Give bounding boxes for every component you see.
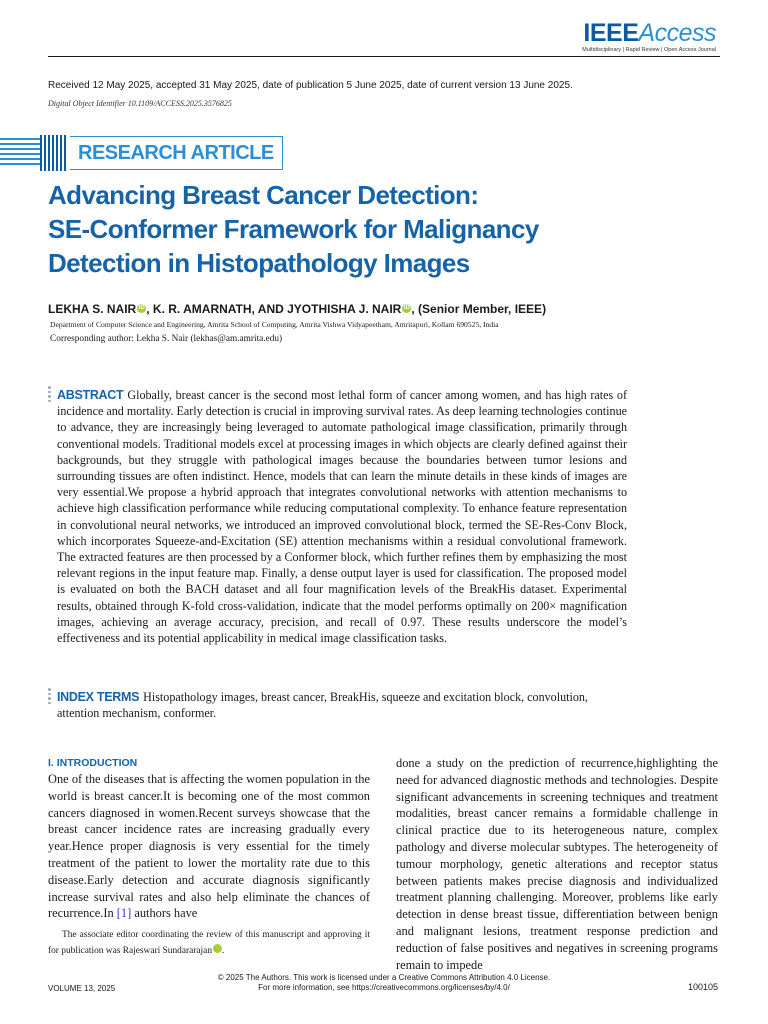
article-title — [48, 178, 608, 280]
banner-lines-decoration — [0, 138, 40, 168]
intro-left-column — [48, 771, 370, 922]
header-divider — [48, 56, 720, 57]
author-lekha-nair: LEKHA S. NAIR — [48, 302, 137, 316]
index-terms-paragraph — [57, 689, 627, 721]
journal-brand — [582, 20, 716, 53]
ieee-access-logo: IEEEAccess — [583, 19, 716, 47]
intro-left-tail: authors have — [131, 906, 198, 921]
title-line-1: Advancing Breast Cancer Detection: — [48, 180, 479, 210]
article-type-label: RESEARCH ARTICLE — [78, 141, 274, 164]
abstract-text: Globally, breast cancer is the second most lethal form of cancer among women, and has high rates of incidence and mortality. Early detection is crucial in improving survival rates. As deep learning technologies continue to advance, they are increasingly being leveraged to automate pathological image classification, primarily through conventional models. Traditional models excel at processing images in which objects are clearly defined against their backgrounds, but they struggle with pathological images because the boundaries between tumor lesions and surrounding tissues are often indistinct. Hence, models that can learn the minute details in these kinds of images are very essential.We propose a hybrid approach that integrates convolutional networks with attention mechanisms to achieve high classification performance while reducing computational complexity. To enhance feature representation in convolutional neural networks, we introduced an improved convolutional block, termed the SE-Res-Conv Block, which incorporates Squeeze-and-Excitation (SE) attention mechanisms within a residual convolutional framework. The extracted features are then processed by a Conformer block, which further refines them by emphasizing the most relevant regions in the input feature map. Finally, a dense output layer is used for classification. The proposed model is evaluated on both the BACH dataset and all four magnification levels of the BreakHis dataset. Experimental results, obtained through K-fold cross-validation, indicate that the model performs optimally on 200× magnification images, achieving an average accuracy, precision, and recall of 0.97. These results underscore the model’s effectiveness and its potential applicability in medical image classification tasks. — [57, 388, 627, 646]
index-terms-text: Histopathology images, breast cancer, BreakHis, squeeze and excitation block, convolution, attention mechanism, conformer. — [57, 690, 588, 721]
abstract-paragraph — [57, 387, 627, 646]
research-article-banner — [70, 136, 283, 170]
author-names-continued: , K. R. AMARNATH, AND JYOTHISHA J. NAIR — [146, 302, 402, 316]
editor-footnote: The associate editor coordinating the review of this manuscript and approving it for publication was Rajeswari Sundararajan iD. — [48, 930, 370, 956]
page-number: 100105 — [687, 982, 718, 992]
banner-bars-decoration — [40, 135, 66, 171]
license-notice — [0, 973, 768, 993]
journal-tagline: Multidisciplinary | Rapid Review | Open Access Journal — [582, 47, 716, 53]
volume-label: VOLUME 13, 2025 — [48, 984, 116, 993]
index-dots-decoration — [48, 688, 52, 706]
index-terms-label: INDEX TERMS — [57, 690, 140, 704]
section-heading-introduction: I. INTRODUCTION — [48, 757, 138, 769]
orcid-icon[interactable]: iD — [138, 305, 145, 311]
intro-left-text: One of the diseases that is affecting the women population in the world is breast cancer.It is becoming one of the most common cancers diagnosed in women.Recent surveys showcase that the breast cancer incidence rates are increasing gradually every year.Hence proper diagnosis is very essential for the timely treatment of the patient to lower the mortality rate due to this disease.Early detection and accurate diagnosis significantly increase survival rates and also help eliminate the chances of recurrence.In — [48, 772, 370, 921]
title-line-2: SE-Conformer Framework for Malignancy — [48, 214, 539, 244]
author-list — [48, 302, 546, 316]
license-line-2[interactable]: For more information, see https://creativecommons.org/licenses/by/4.0/ — [258, 983, 510, 992]
intro-right-column: done a study on the prediction of recurrence,highlighting the need for advanced diagnostic methods and technologies. Despite significant advancements in screening techniques and treatment modalities, breast cancer remains a formidable challenge in clinical practice due to its heterogeneous nature, complex pathology and diverse molecular subtypes. The heterogeneity of tumour morphology, genetic alterations and receptor status between patients makes precise diagnosis and individualized treatment planning challenging. Moreover, problems like early detection in dense breast tissue, differentiation between benign and malignant lesions, treatment response prediction and reduction of false positives and negatives in screening programs remain to impede — [396, 756, 718, 972]
author-affiliation: Department of Computer Science and Engineering, Amrita School of Computing, Amrita Vishwa Vidyapeetham, Amritapuri, Kollam 690525, India — [50, 320, 499, 329]
received-dates: Received 12 May 2025, accepted 31 May 2025, date of publication 5 June 2025, date of current version 13 June 2025. — [48, 80, 573, 91]
license-line-1: © 2025 The Authors. This work is licensed under a Creative Commons Attribution 4.0 License. — [217, 973, 551, 982]
corresponding-author: Corresponding author: Lekha S. Nair (lekhas@am.amrita.edu) — [50, 334, 283, 344]
orcid-icon[interactable]: iD — [403, 305, 410, 311]
title-line-3: Detection in Histopathology Images — [48, 248, 470, 278]
abstract-dots-decoration — [48, 386, 52, 404]
citation-link[interactable]: [1] — [116, 906, 132, 921]
footnote-text: The associate editor coordinating the review of this manuscript and approving it for publication was Rajeswari Sundararajan — [48, 930, 370, 956]
doi-line: Digital Object Identifier 10.1109/ACCESS.2025.3576825 — [48, 99, 232, 108]
author-membership: , (Senior Member, IEEE) — [411, 302, 547, 316]
abstract-label: ABSTRACT — [57, 388, 124, 402]
orcid-icon[interactable]: iD — [213, 944, 222, 953]
